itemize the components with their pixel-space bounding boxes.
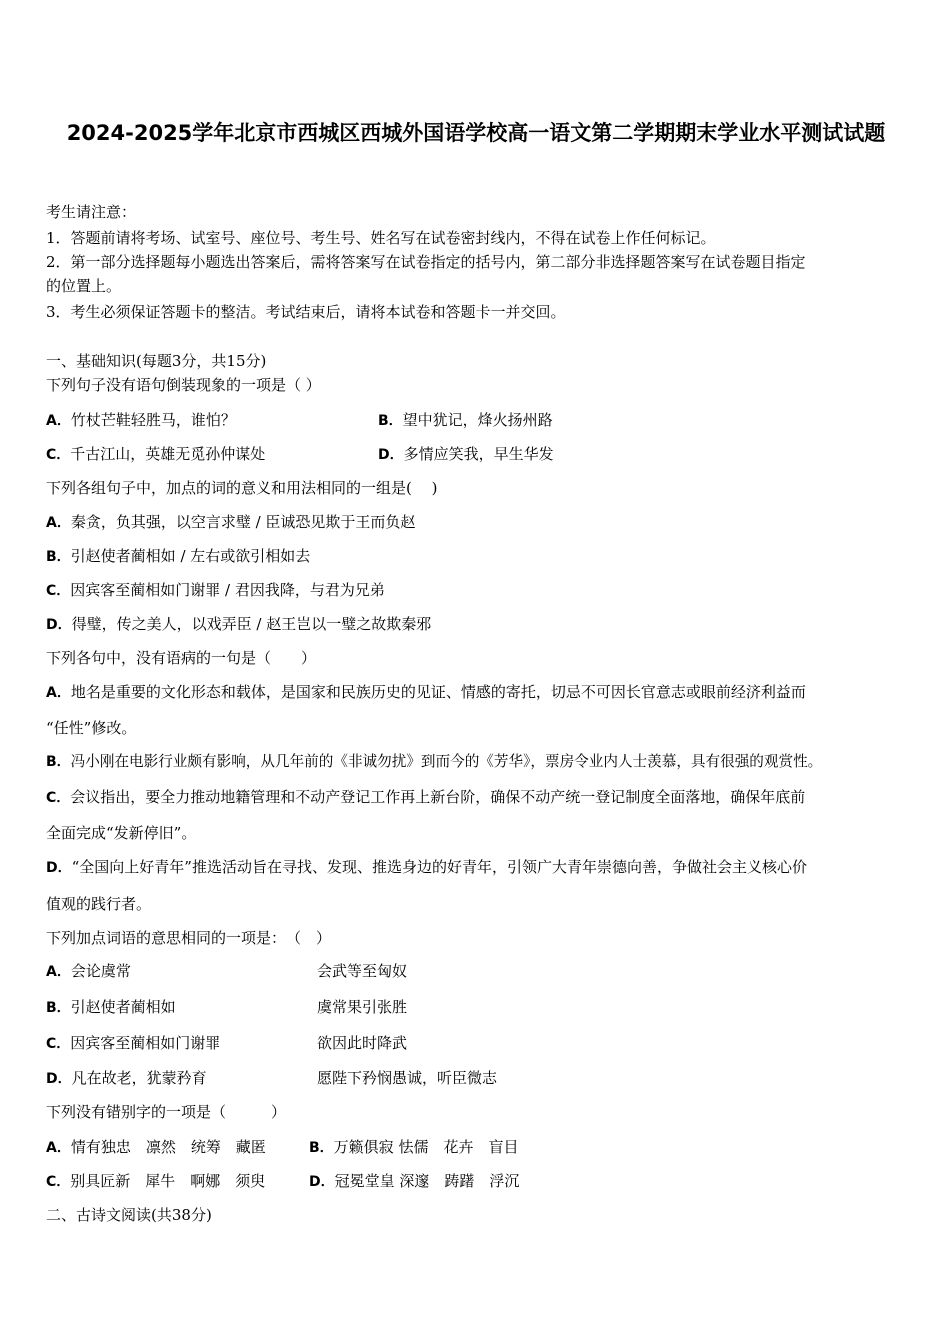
option-b: B．引赵使者蔺相如 [46,998,176,1016]
option-b: B．引赵使者蔺相如 / 左右或欲引相如去 [46,547,311,565]
option-b: B．冯小刚在电影行业颇有影响，从几年前的《非诚勿扰》到而今的《芳华》，票房令业内人士羡慕，具有很强的观赏性。 [46,753,823,770]
question-stem: 下列各句中，没有语病的一句是（ ） [46,649,317,667]
question-stem: 下列句子没有语句倒装现象的一项是（ ） [46,376,321,394]
option-d: D．“全国向上好青年”推选活动旨在寻找、发现、推选身边的好青年，引领广大青年崇德向善，争做社会主义核心价 [46,858,807,876]
option-c: C．千古江山，英雄无觅孙仲谋处 [46,445,266,463]
option-c: C．别具匠新 犀牛 啊娜 须臾 [46,1172,266,1190]
option-d-continued: 值观的践行者。 [46,895,152,913]
option-b: B．万籁俱寂 怯儒 花卉 盲目 [309,1138,519,1156]
notice-item: 3．考生必须保证答题卡的整洁。考试结束后，请将本试卷和答题卡一并交回。 [46,303,566,321]
question-stem: 下列没有错别字的一项是（ ） [46,1103,287,1121]
section-heading: 一、基础知识(每题3分，共15分) [46,352,267,370]
question-stem: 下列加点词语的意思相同的一项是： （ ） [46,929,332,947]
option-d: D．冠冕堂皇 深邃 踌躇 浮沉 [309,1172,520,1190]
option-a: A．秦贪，负其强，以空言求璧 / 臣诚恐见欺于王而负赵 [46,513,416,531]
option-d: D．凡在故老，犹蒙矜育 [46,1069,207,1087]
option-b-pair: 虞常果引张胜 [317,998,408,1016]
question-stem: 下列各组句子中，加点的词的意义和用法相同的一组是( ) [46,479,438,497]
option-a: A．地名是重要的文化形态和载体，是国家和民族历史的见证、情感的寄托，切忌不可因长官意志或眼前经济利益而 [46,683,806,701]
option-a: A．竹杖芒鞋轻胜马，谁怕？ [46,411,236,429]
option-c-continued: 全面完成“发新停旧”。 [46,824,197,842]
section-heading: 二、古诗文阅读(共38分) [46,1206,212,1224]
option-c: C．会议指出，要全力推动地籍管理和不动产登记工作再上新台阶，确保不动产统一登记制度全面落地，确保年底前 [46,788,806,806]
option-b: B．望中犹记，烽火扬州路 [378,411,553,429]
option-a: A．会论虞常 [46,962,131,980]
notice-item: 2．第一部分选择题每小题选出答案后，需将答案写在试卷指定的括号内，第二部分非选择题答案写在试卷题目指定 [46,253,806,271]
notice-heading: 考生请注意： [46,203,137,221]
option-c-pair: 欲因此时降武 [317,1034,408,1052]
option-c: C．因宾客至蔺相如门谢罪 [46,1034,221,1052]
page-title: 2024-2025学年北京市西城区西城外国语学校高一语文第二学期期末学业水平测试试题 [66,121,886,145]
option-a-pair: 会武等至匈奴 [317,962,408,980]
option-c: C．因宾客至蔺相如门谢罪 / 君因我降，与君为兄弟 [46,581,385,599]
notice-item: 的位置上。 [46,277,122,295]
option-d: D．得璧，传之美人，以戏弄臣 / 赵王岂以一璧之故欺秦邪 [46,615,432,633]
option-a: A．情有独忠 凛然 统筹 藏匿 [46,1138,266,1156]
option-a-continued: “任性”修改。 [46,719,137,737]
notice-item: 1．答题前请将考场、试室号、座位号、考生号、姓名写在试卷密封线内，不得在试卷上作任何标记。 [46,229,716,247]
option-d: D．多情应笑我，早生华发 [378,445,554,463]
option-d-pair: 愿陛下矜悯愚诚，听臣微志 [317,1069,498,1087]
